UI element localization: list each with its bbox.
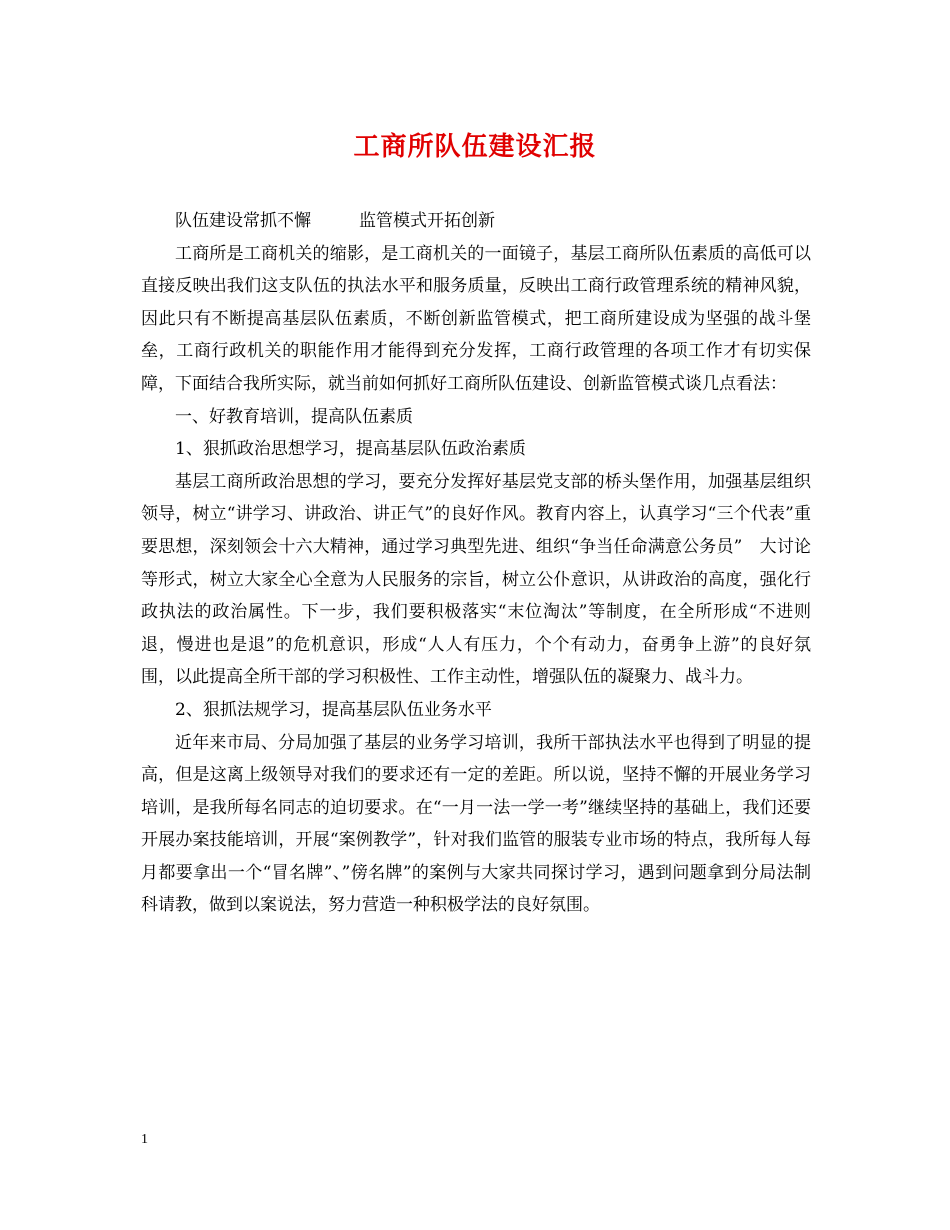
document-title: 工商所队伍建设汇报 (353, 132, 597, 162)
subtitle-line (141, 205, 811, 238)
page-number: 1 (141, 1132, 148, 1147)
document-body (141, 205, 811, 922)
paragraph-law-study: 近年来市局、分局加强了基层的业务学习培训，我所干部执法水平也得到了明显的提高，但是这离上级领导对我们的要求还有一定的差距。所以说，坚持不懈的开展业务学习培训，是我所每名同志的迫切要求。在“一月一法一学一考”继续坚持的基础上，我们还要开展办案技能培训，开展“案例教学”，针对我们监管的服装专业市场的特点，我所每人每月都要拿出一个“冒名牌”、”傍名牌”的案例与大家共同探讨学习，遇到问题拿到分局法制科请教，做到以案说法，努力营造一种积极学法的良好氛围。 (141, 732, 811, 916)
subsection-heading-2: 2、狠抓法规学习，提高基层队伍业务水平 (175, 699, 492, 720)
subsection-heading-1: 1、狠抓政治思想学习，提高基层队伍政治素质 (175, 439, 526, 460)
subtitle-part-1: 队伍建设常抓不懈 (175, 211, 311, 231)
section-heading-1: 一、好教育培训，提高队伍素质 (175, 406, 413, 427)
subtitle-part-2: 监管模式开拓创新 (359, 211, 495, 231)
paragraph-intro: 工商所是工商机关的缩影，是工商机关的一面镜子，基层工商所队伍素质的高低可以直接反映出我们这支队伍的执法水平和服务质量，反映出工商行政管理系统的精神风貌，因此只有不断提高基层队伍素质，不断创新监管模式，把工商所建设成为坚强的战斗堡垒，工商行政机关的职能作用才能得到充分发挥，工商行政管理的各项工作才有切实保障，下面结合我所实际，就当前如何抓好工商所队伍建设、创新监管模式谈几点看法： (141, 243, 811, 394)
paragraph-political-study: 基层工商所政治思想的学习，要充分发挥好基层党支部的桥头堡作用，加强基层组织领导，树立“讲学习、讲政治、讲正气”的良好作风。教育内容上，认真学习“三个代表”重要思想，深刻领会十六大精神，通过学习典型先进、组织“争当任命满意公务员” 大讨论等形式，树立大家全心全意为人民服务的宗旨，树立公仆意识，从讲政治的高度，强化行政执法的政治属性。下一步，我们要积极落实“末位淘汰”等制度，在全所形成“不进则退，慢进也是退”的危机意识，形成“人人有压力，个个有动力，奋勇争上游”的良好氛围，以此提高全所干部的学习积极性、工作主动性，增强队伍的凝聚力、战斗力。 (141, 471, 811, 688)
